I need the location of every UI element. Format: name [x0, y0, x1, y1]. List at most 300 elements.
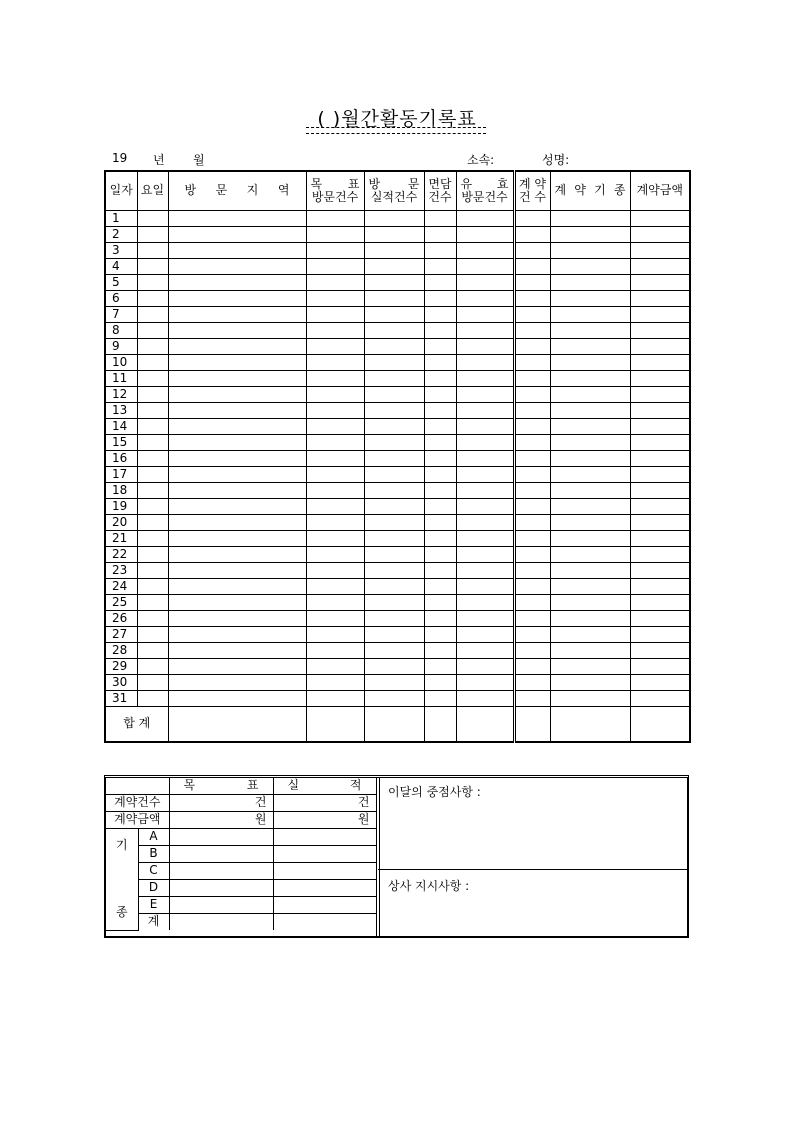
day-cell[interactable]	[630, 643, 690, 659]
day-cell[interactable]	[168, 435, 306, 451]
day-cell[interactable]	[168, 531, 306, 547]
day-cell[interactable]	[137, 579, 168, 595]
day-cell[interactable]	[364, 435, 424, 451]
type-actual[interactable]	[273, 846, 376, 863]
day-cell[interactable]	[168, 579, 306, 595]
type-actual[interactable]	[273, 880, 376, 897]
day-cell[interactable]	[364, 675, 424, 691]
day-cell[interactable]	[424, 387, 456, 403]
day-cell[interactable]	[550, 227, 630, 243]
day-cell[interactable]	[456, 227, 514, 243]
day-cell[interactable]	[364, 515, 424, 531]
day-cell[interactable]	[137, 499, 168, 515]
day-cell[interactable]	[550, 419, 630, 435]
day-cell[interactable]	[137, 675, 168, 691]
day-cell[interactable]	[514, 675, 550, 691]
day-cell[interactable]	[514, 547, 550, 563]
day-cell[interactable]	[630, 387, 690, 403]
day-cell[interactable]	[456, 387, 514, 403]
day-cell[interactable]	[364, 259, 424, 275]
day-cell[interactable]	[514, 387, 550, 403]
day-cell[interactable]	[306, 387, 364, 403]
day-cell[interactable]	[550, 339, 630, 355]
day-cell[interactable]	[514, 611, 550, 627]
day-cell[interactable]	[168, 371, 306, 387]
day-cell[interactable]	[364, 451, 424, 467]
day-cell[interactable]	[456, 403, 514, 419]
day-cell[interactable]	[424, 483, 456, 499]
day-cell[interactable]	[456, 563, 514, 579]
day-cell[interactable]	[306, 627, 364, 643]
day-cell[interactable]	[424, 611, 456, 627]
day-cell[interactable]	[550, 435, 630, 451]
day-cell[interactable]	[630, 611, 690, 627]
day-cell[interactable]	[630, 291, 690, 307]
day-cell[interactable]	[550, 275, 630, 291]
day-cell[interactable]	[364, 579, 424, 595]
day-cell[interactable]	[630, 211, 690, 227]
day-cell[interactable]	[364, 243, 424, 259]
day-cell[interactable]	[456, 467, 514, 483]
day-cell[interactable]	[306, 211, 364, 227]
day-cell[interactable]	[168, 307, 306, 323]
type-total-actual[interactable]	[273, 914, 376, 931]
day-cell[interactable]	[168, 515, 306, 531]
day-cell[interactable]	[168, 451, 306, 467]
day-cell[interactable]	[630, 627, 690, 643]
day-cell[interactable]	[630, 451, 690, 467]
day-cell[interactable]	[364, 275, 424, 291]
day-cell[interactable]	[514, 563, 550, 579]
day-cell[interactable]	[630, 499, 690, 515]
day-cell[interactable]	[137, 643, 168, 659]
day-cell[interactable]	[364, 339, 424, 355]
total-cell[interactable]	[456, 707, 514, 743]
day-cell[interactable]	[306, 291, 364, 307]
day-cell[interactable]	[168, 467, 306, 483]
contract-count-actual[interactable]: 건	[273, 795, 376, 812]
day-cell[interactable]	[550, 483, 630, 499]
day-cell[interactable]	[306, 563, 364, 579]
day-cell[interactable]	[137, 419, 168, 435]
day-cell[interactable]	[364, 547, 424, 563]
total-cell[interactable]	[168, 707, 306, 743]
day-cell[interactable]	[514, 659, 550, 675]
day-cell[interactable]	[630, 483, 690, 499]
day-cell[interactable]	[514, 243, 550, 259]
day-cell[interactable]	[514, 307, 550, 323]
day-cell[interactable]	[630, 595, 690, 611]
day-cell[interactable]	[137, 627, 168, 643]
day-cell[interactable]	[514, 403, 550, 419]
day-cell[interactable]	[550, 547, 630, 563]
day-cell[interactable]	[550, 627, 630, 643]
day-cell[interactable]	[630, 675, 690, 691]
day-cell[interactable]	[364, 211, 424, 227]
day-cell[interactable]	[306, 275, 364, 291]
day-cell[interactable]	[306, 515, 364, 531]
day-cell[interactable]	[514, 323, 550, 339]
day-cell[interactable]	[550, 515, 630, 531]
day-cell[interactable]	[424, 563, 456, 579]
day-cell[interactable]	[306, 499, 364, 515]
day-cell[interactable]	[168, 611, 306, 627]
day-cell[interactable]	[630, 403, 690, 419]
day-cell[interactable]	[137, 339, 168, 355]
day-cell[interactable]	[456, 611, 514, 627]
day-cell[interactable]	[137, 243, 168, 259]
day-cell[interactable]	[550, 307, 630, 323]
day-cell[interactable]	[168, 595, 306, 611]
day-cell[interactable]	[550, 499, 630, 515]
day-cell[interactable]	[456, 675, 514, 691]
type-actual[interactable]	[273, 863, 376, 880]
day-cell[interactable]	[168, 355, 306, 371]
day-cell[interactable]	[137, 387, 168, 403]
day-cell[interactable]	[424, 467, 456, 483]
day-cell[interactable]	[514, 515, 550, 531]
day-cell[interactable]	[456, 323, 514, 339]
day-cell[interactable]	[306, 259, 364, 275]
day-cell[interactable]	[456, 275, 514, 291]
day-cell[interactable]	[168, 643, 306, 659]
day-cell[interactable]	[306, 531, 364, 547]
day-cell[interactable]	[456, 627, 514, 643]
day-cell[interactable]	[137, 531, 168, 547]
day-cell[interactable]	[514, 579, 550, 595]
day-cell[interactable]	[456, 499, 514, 515]
day-cell[interactable]	[630, 243, 690, 259]
day-cell[interactable]	[456, 355, 514, 371]
day-cell[interactable]	[630, 547, 690, 563]
day-cell[interactable]	[424, 307, 456, 323]
day-cell[interactable]	[550, 579, 630, 595]
day-cell[interactable]	[424, 243, 456, 259]
total-cell[interactable]	[550, 707, 630, 743]
day-cell[interactable]	[424, 227, 456, 243]
day-cell[interactable]	[364, 387, 424, 403]
day-cell[interactable]	[456, 515, 514, 531]
day-cell[interactable]	[550, 659, 630, 675]
day-cell[interactable]	[364, 627, 424, 643]
day-cell[interactable]	[137, 563, 168, 579]
day-cell[interactable]	[168, 339, 306, 355]
day-cell[interactable]	[424, 531, 456, 547]
day-cell[interactable]	[137, 307, 168, 323]
day-cell[interactable]	[364, 419, 424, 435]
day-cell[interactable]	[550, 691, 630, 707]
day-cell[interactable]	[306, 467, 364, 483]
day-cell[interactable]	[168, 419, 306, 435]
day-cell[interactable]	[137, 371, 168, 387]
day-cell[interactable]	[137, 323, 168, 339]
day-cell[interactable]	[550, 563, 630, 579]
day-cell[interactable]	[550, 355, 630, 371]
type-target[interactable]	[169, 829, 273, 846]
day-cell[interactable]	[306, 243, 364, 259]
day-cell[interactable]	[306, 339, 364, 355]
day-cell[interactable]	[364, 307, 424, 323]
day-cell[interactable]	[514, 355, 550, 371]
day-cell[interactable]	[514, 467, 550, 483]
day-cell[interactable]	[456, 691, 514, 707]
day-cell[interactable]	[550, 467, 630, 483]
day-cell[interactable]	[364, 371, 424, 387]
day-cell[interactable]	[456, 595, 514, 611]
day-cell[interactable]	[137, 435, 168, 451]
day-cell[interactable]	[550, 643, 630, 659]
day-cell[interactable]	[364, 643, 424, 659]
day-cell[interactable]	[364, 227, 424, 243]
day-cell[interactable]	[456, 483, 514, 499]
day-cell[interactable]	[424, 451, 456, 467]
day-cell[interactable]	[306, 403, 364, 419]
total-cell[interactable]	[630, 707, 690, 743]
day-cell[interactable]	[456, 643, 514, 659]
contract-amount-actual[interactable]: 원	[273, 812, 376, 829]
day-cell[interactable]	[424, 547, 456, 563]
day-cell[interactable]	[630, 259, 690, 275]
day-cell[interactable]	[630, 419, 690, 435]
day-cell[interactable]	[168, 291, 306, 307]
day-cell[interactable]	[514, 691, 550, 707]
day-cell[interactable]	[168, 659, 306, 675]
day-cell[interactable]	[306, 675, 364, 691]
day-cell[interactable]	[424, 691, 456, 707]
day-cell[interactable]	[364, 611, 424, 627]
day-cell[interactable]	[364, 323, 424, 339]
day-cell[interactable]	[306, 435, 364, 451]
day-cell[interactable]	[137, 211, 168, 227]
day-cell[interactable]	[137, 291, 168, 307]
day-cell[interactable]	[424, 659, 456, 675]
day-cell[interactable]	[306, 371, 364, 387]
day-cell[interactable]	[514, 291, 550, 307]
total-cell[interactable]	[514, 707, 550, 743]
day-cell[interactable]	[424, 211, 456, 227]
day-cell[interactable]	[306, 323, 364, 339]
day-cell[interactable]	[306, 483, 364, 499]
day-cell[interactable]	[424, 323, 456, 339]
day-cell[interactable]	[306, 659, 364, 675]
day-cell[interactable]	[168, 275, 306, 291]
day-cell[interactable]	[168, 243, 306, 259]
day-cell[interactable]	[137, 355, 168, 371]
day-cell[interactable]	[550, 259, 630, 275]
day-cell[interactable]	[424, 291, 456, 307]
day-cell[interactable]	[514, 275, 550, 291]
day-cell[interactable]	[306, 227, 364, 243]
day-cell[interactable]	[424, 435, 456, 451]
type-actual[interactable]	[273, 897, 376, 914]
type-target[interactable]	[169, 863, 273, 880]
day-cell[interactable]	[364, 691, 424, 707]
day-cell[interactable]	[168, 483, 306, 499]
day-cell[interactable]	[424, 499, 456, 515]
day-cell[interactable]	[630, 691, 690, 707]
day-cell[interactable]	[137, 691, 168, 707]
type-target[interactable]	[169, 846, 273, 863]
day-cell[interactable]	[514, 419, 550, 435]
day-cell[interactable]	[630, 307, 690, 323]
day-cell[interactable]	[168, 227, 306, 243]
day-cell[interactable]	[514, 499, 550, 515]
day-cell[interactable]	[550, 387, 630, 403]
day-cell[interactable]	[550, 531, 630, 547]
day-cell[interactable]	[424, 579, 456, 595]
day-cell[interactable]	[456, 371, 514, 387]
day-cell[interactable]	[306, 355, 364, 371]
day-cell[interactable]	[424, 675, 456, 691]
day-cell[interactable]	[550, 451, 630, 467]
day-cell[interactable]	[306, 451, 364, 467]
day-cell[interactable]	[630, 659, 690, 675]
day-cell[interactable]	[424, 643, 456, 659]
day-cell[interactable]	[514, 595, 550, 611]
day-cell[interactable]	[306, 547, 364, 563]
day-cell[interactable]	[137, 659, 168, 675]
day-cell[interactable]	[456, 291, 514, 307]
day-cell[interactable]	[630, 355, 690, 371]
day-cell[interactable]	[424, 403, 456, 419]
day-cell[interactable]	[137, 451, 168, 467]
day-cell[interactable]	[630, 323, 690, 339]
day-cell[interactable]	[364, 467, 424, 483]
day-cell[interactable]	[514, 339, 550, 355]
day-cell[interactable]	[514, 451, 550, 467]
type-target[interactable]	[169, 880, 273, 897]
day-cell[interactable]	[137, 227, 168, 243]
day-cell[interactable]	[168, 403, 306, 419]
day-cell[interactable]	[630, 435, 690, 451]
day-cell[interactable]	[168, 563, 306, 579]
day-cell[interactable]	[550, 291, 630, 307]
day-cell[interactable]	[630, 531, 690, 547]
day-cell[interactable]	[137, 259, 168, 275]
day-cell[interactable]	[424, 355, 456, 371]
day-cell[interactable]	[514, 435, 550, 451]
day-cell[interactable]	[456, 435, 514, 451]
contract-amount-target[interactable]: 원	[169, 812, 273, 829]
day-cell[interactable]	[137, 467, 168, 483]
day-cell[interactable]	[456, 211, 514, 227]
day-cell[interactable]	[424, 275, 456, 291]
day-cell[interactable]	[137, 403, 168, 419]
day-cell[interactable]	[424, 371, 456, 387]
total-cell[interactable]	[424, 707, 456, 743]
day-cell[interactable]	[168, 691, 306, 707]
day-cell[interactable]	[456, 307, 514, 323]
day-cell[interactable]	[168, 323, 306, 339]
day-cell[interactable]	[168, 259, 306, 275]
day-cell[interactable]	[550, 595, 630, 611]
day-cell[interactable]	[514, 627, 550, 643]
type-target[interactable]	[169, 897, 273, 914]
day-cell[interactable]	[424, 627, 456, 643]
day-cell[interactable]	[364, 291, 424, 307]
day-cell[interactable]	[550, 243, 630, 259]
day-cell[interactable]	[306, 419, 364, 435]
day-cell[interactable]	[168, 499, 306, 515]
day-cell[interactable]	[364, 563, 424, 579]
day-cell[interactable]	[630, 467, 690, 483]
day-cell[interactable]	[137, 547, 168, 563]
day-cell[interactable]	[137, 595, 168, 611]
contract-count-target[interactable]: 건	[169, 795, 273, 812]
day-cell[interactable]	[137, 275, 168, 291]
day-cell[interactable]	[456, 339, 514, 355]
day-cell[interactable]	[514, 371, 550, 387]
total-cell[interactable]	[306, 707, 364, 743]
day-cell[interactable]	[364, 531, 424, 547]
day-cell[interactable]	[364, 355, 424, 371]
total-cell[interactable]	[364, 707, 424, 743]
day-cell[interactable]	[514, 643, 550, 659]
day-cell[interactable]	[137, 611, 168, 627]
day-cell[interactable]	[364, 659, 424, 675]
day-cell[interactable]	[306, 691, 364, 707]
day-cell[interactable]	[456, 259, 514, 275]
day-cell[interactable]	[630, 515, 690, 531]
day-cell[interactable]	[550, 675, 630, 691]
day-cell[interactable]	[424, 515, 456, 531]
day-cell[interactable]	[456, 579, 514, 595]
day-cell[interactable]	[306, 307, 364, 323]
day-cell[interactable]	[364, 483, 424, 499]
day-cell[interactable]	[550, 323, 630, 339]
day-cell[interactable]	[514, 483, 550, 499]
day-cell[interactable]	[424, 259, 456, 275]
day-cell[interactable]	[306, 579, 364, 595]
day-cell[interactable]	[424, 339, 456, 355]
day-cell[interactable]	[630, 579, 690, 595]
day-cell[interactable]	[306, 643, 364, 659]
day-cell[interactable]	[630, 227, 690, 243]
day-cell[interactable]	[168, 387, 306, 403]
day-cell[interactable]	[137, 515, 168, 531]
day-cell[interactable]	[137, 483, 168, 499]
day-cell[interactable]	[456, 659, 514, 675]
day-cell[interactable]	[630, 563, 690, 579]
day-cell[interactable]	[168, 211, 306, 227]
day-cell[interactable]	[306, 595, 364, 611]
day-cell[interactable]	[550, 371, 630, 387]
day-cell[interactable]	[550, 611, 630, 627]
day-cell[interactable]	[456, 531, 514, 547]
day-cell[interactable]	[364, 499, 424, 515]
day-cell[interactable]	[514, 259, 550, 275]
day-cell[interactable]	[168, 627, 306, 643]
day-cell[interactable]	[630, 339, 690, 355]
day-cell[interactable]	[456, 419, 514, 435]
day-cell[interactable]	[306, 611, 364, 627]
day-cell[interactable]	[514, 227, 550, 243]
day-cell[interactable]	[550, 211, 630, 227]
day-cell[interactable]	[424, 419, 456, 435]
type-total-target[interactable]	[169, 914, 273, 931]
day-cell[interactable]	[456, 243, 514, 259]
day-cell[interactable]	[364, 403, 424, 419]
day-cell[interactable]	[514, 531, 550, 547]
day-cell[interactable]	[456, 451, 514, 467]
day-cell[interactable]	[168, 547, 306, 563]
day-cell[interactable]	[424, 595, 456, 611]
day-cell[interactable]	[550, 403, 630, 419]
day-cell[interactable]	[630, 275, 690, 291]
day-cell[interactable]	[514, 211, 550, 227]
day-cell[interactable]	[364, 595, 424, 611]
day-cell[interactable]	[168, 675, 306, 691]
